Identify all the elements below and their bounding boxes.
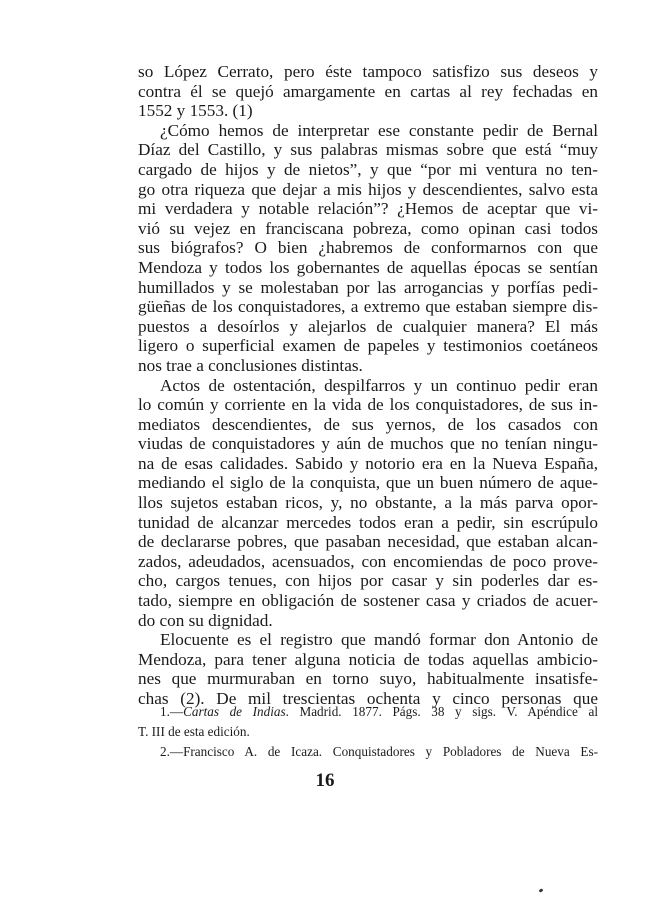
body-line: nes que murmuraban en torno suyo, habitualmente insatisfe- bbox=[138, 669, 598, 689]
body-line: Díaz del Castillo, y sus palabras mismas sobre que está “muy bbox=[138, 140, 598, 160]
footnote-line: 2.—Francisco A. de Icaza. Conquistadores y Pobladores de Nueva Es- bbox=[160, 744, 598, 759]
body-line: go otra riqueza que dejar a mis hijos y descendientes, salvo esta bbox=[138, 179, 598, 199]
ink-speck bbox=[539, 888, 544, 893]
body-line: nos trae a conclusiones distintas. bbox=[138, 355, 363, 375]
body-line: do con su dignidad. bbox=[138, 610, 273, 630]
body-line: so López Cerrato, pero éste tampoco satisfizo sus deseos y bbox=[138, 62, 598, 81]
body-line: sus biógrafos? O bien ¿habremos de conformarnos con que bbox=[138, 238, 598, 258]
body-line: tado, siempre en obligación de sostener casa y criados de acuer- bbox=[138, 591, 598, 611]
body-line: chas (2). De mil trescientas ochenta y cinco personas que bbox=[138, 689, 598, 708]
body-line: Actos de ostentación, despilfarros y un continuo pedir eran bbox=[160, 375, 598, 395]
body-line: viudas de conquistadores y aún de muchos que no tenían ningu- bbox=[138, 434, 598, 454]
body-line: ¿Cómo hemos de interpretar ese constante pedir de Bernal bbox=[160, 120, 598, 140]
body-line: cargado de hijos y de nietos”, y que “por mi ventura no ten- bbox=[138, 159, 598, 179]
body-line: zados, adeudados, acensuados, con encomiendas de poco prove- bbox=[138, 551, 598, 571]
body-line: Mendoza y todos los gobernantes de aquellas épocas se sentían bbox=[138, 257, 598, 277]
body-line: mediando el siglo de la conquista, que un buen número de aque- bbox=[138, 473, 598, 493]
body-line: lo común y corriente en la vida de los conquistadores, de sus in- bbox=[138, 395, 598, 415]
body-line: puestos a desoírlos y alejarlos de cualquier manera? El más bbox=[138, 316, 598, 336]
body-line: güeñas de los conquistadores, a extremo que estaban siempre dis- bbox=[138, 297, 598, 317]
body-line: de declararse pobres, que pasaban necesidad, que estaban alcan- bbox=[138, 532, 598, 552]
footnote-line: T. III de esta edición. bbox=[138, 724, 250, 739]
body-line: llos sujetos estaban ricos, y, no obstante, a la más parva opor- bbox=[138, 493, 598, 513]
body-line: na de esas calidades. Sabido y notorio era en la Nueva España, bbox=[138, 453, 598, 473]
page-number: 16 bbox=[315, 770, 335, 791]
body-line: mediatos descendientes, de sus yernos, de los casados con bbox=[138, 414, 598, 434]
body-text bbox=[138, 62, 598, 709]
footnote-line: 1.—Cartas de Indias. Madrid. 1877. Págs. 38 y sigs. V. Apéndice al bbox=[160, 704, 598, 719]
body-line: cho, cargos tenues, con hijos por casar y sin poderles dar es- bbox=[138, 571, 598, 591]
body-line: ligero o superficial examen de papeles y testimonios coetáneos bbox=[138, 336, 598, 356]
body-line: contra él se quejó amargamente en cartas al rey fechadas en bbox=[138, 81, 598, 101]
body-line: tunidad de alcanzar mercedes todos eran a pedir, sin escrúpulo bbox=[138, 512, 598, 532]
cited-title: Cartas de Indias bbox=[183, 704, 286, 719]
body-line: Mendoza, para tener alguna noticia de todas aquellas ambicio- bbox=[138, 649, 598, 669]
body-line: mi verdadera y notable relación”? ¿Hemos de aceptar que vi- bbox=[138, 199, 598, 219]
body-line: Elocuente es el registro que mandó formar don Antonio de bbox=[160, 630, 598, 650]
footnotes bbox=[138, 702, 598, 762]
body-line: humillados y se molestaban por las arrogancias y porfías pedi- bbox=[138, 277, 598, 297]
body-line: 1552 y 1553. (1) bbox=[138, 101, 253, 121]
body-line: vió su vejez en franciscana pobreza, como opinan casi todos bbox=[138, 218, 598, 238]
